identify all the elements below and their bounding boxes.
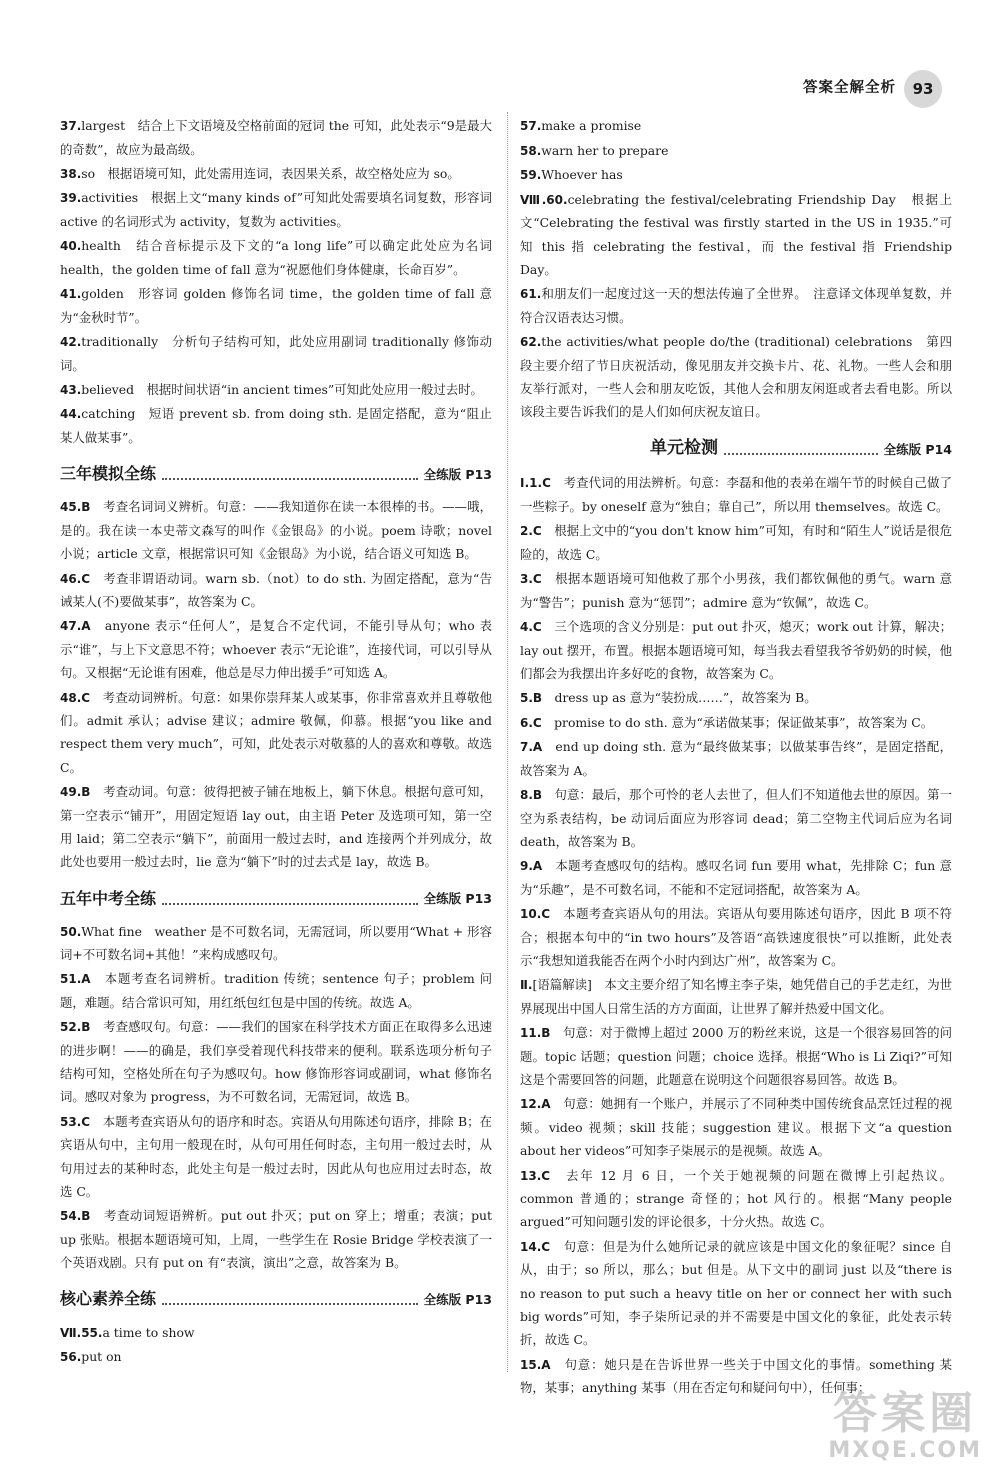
answer-number: 43. bbox=[60, 382, 82, 397]
answer-text: celebrating the festival/celebrating Friendship Day 根据上文“Celebrating the festival was firstly started in the US in 1935.”可知 this 指 celebrating the festival，而 the festival 指 Friendship Day。 bbox=[520, 191, 952, 277]
answer-item bbox=[60, 234, 492, 281]
answer-item bbox=[60, 378, 492, 402]
right-column bbox=[520, 114, 952, 1400]
section-title: 单元检测 bbox=[650, 438, 718, 459]
section-ref: 全练版 P14 bbox=[883, 441, 952, 457]
section-header bbox=[520, 433, 952, 465]
answer-item bbox=[60, 614, 492, 684]
answer-text: 本题考查宾语从句的用法。宾语从句要用陈述句语序，因此 B 项不符合；根据本句中的“in two hours”及答语“高铁速度很快”可以推断，此处表示“我想知道我能否在两个小时内到达广州”，故答案为 C。 bbox=[520, 906, 952, 969]
answer-item bbox=[60, 282, 492, 329]
answer-item bbox=[60, 686, 492, 779]
answer-number: 13.C bbox=[520, 1168, 551, 1183]
section-ref: 全练版 P13 bbox=[423, 466, 492, 482]
answer-number: 12.A bbox=[520, 1097, 551, 1112]
answer-text: warn her to prepare bbox=[541, 142, 669, 158]
answer-number: Ⅱ. bbox=[520, 978, 533, 993]
answer-number: 62. bbox=[520, 334, 542, 349]
section-header bbox=[60, 1284, 492, 1314]
answer-item bbox=[520, 114, 952, 138]
answer-item bbox=[520, 902, 952, 972]
page-header bbox=[803, 70, 942, 108]
answer-text: 本题考查宾语从句的语序和时态。宾语从句用陈述句语序，排除 B；在宾语从句中，主句用一般现在时，从句可用任何时态，主句用一般过去时，从句用过去的某种时态，此处主句是一般过去时，因此从句也应用过去时态，故选 C。 bbox=[60, 1113, 492, 1199]
answer-item bbox=[520, 163, 952, 187]
answer-item bbox=[520, 615, 952, 685]
answer-text: 句意：对于微博上超过 2000 万的粉丝来说，这是一个很容易回答的问题。topic 话题；question 问题；choice 选择。根据“Who is Li Ziqi?”可知这是个需要回答的问题，此题意在说明这个问题很容易回答。故选 B。 bbox=[520, 1025, 952, 1088]
answer-item bbox=[520, 711, 952, 735]
answer-text: 句意：她只是在告诉世界一些关于中国文化的事情。something 某物，某事；anything 某事（用在否定句和疑问句中），任何事； bbox=[520, 1356, 952, 1396]
watermark-logo bbox=[828, 1390, 982, 1463]
answer-text: promise to do sth. 意为“承诺做某事；保证做某事”，故答案为 C。 bbox=[541, 714, 934, 730]
left-column bbox=[60, 114, 492, 1370]
answer-text: 考查非谓语动词。warn sb.（not）to do sth. 为固定搭配，意为“告诫某人(不)要做某事”，故答案为 C。 bbox=[60, 570, 492, 610]
answer-number: 59. bbox=[520, 168, 542, 183]
answer-text: 句意：最后，那个可怜的老人去世了，但人们不知道他去世的原因。第一空为系表结构，be 动词后面应为形容词 dead；第二空物主代词后应为名词 death，故答案为 B。 bbox=[520, 787, 952, 849]
answer-item bbox=[60, 1321, 492, 1345]
answer-text: the activities/what people do/the (traditional) celebrations 第四段主要介绍了节日庆祝活动，像见朋友并交换卡片、花、礼物。一些人会和朋友举行派对，一些人会和朋友吃饭，其他人会和朋友闲逛或者去看电影。所以该段主要告诉我们的是人们如何庆祝友谊日。 bbox=[520, 333, 952, 420]
answer-item bbox=[520, 735, 952, 782]
answer-item bbox=[60, 162, 492, 186]
section-header bbox=[60, 459, 492, 489]
answer-text: make a promise bbox=[541, 118, 642, 133]
answer-number: 15.A bbox=[520, 1357, 551, 1372]
answer-item bbox=[520, 1164, 952, 1234]
answer-number: 14.C bbox=[520, 1239, 551, 1254]
answer-text: believed 根据时间状语“in ancient times”可知此处应用一般过去时。 bbox=[81, 381, 483, 397]
answer-item bbox=[60, 186, 492, 233]
answer-item bbox=[520, 854, 952, 901]
answer-number: 9.A bbox=[520, 859, 543, 874]
answer-item bbox=[520, 686, 952, 710]
section-title: 五年中考全练 bbox=[60, 888, 157, 908]
answer-text: 去年 12 月 6 日，一个关于她视频的问题在微博上引起热议。common 普通的；strange 奇怪的；hot 风行的。根据“Many people argued”可知问题引发的评论很多，十分火热。故选 C。 bbox=[520, 1167, 952, 1230]
answer-item bbox=[520, 1021, 952, 1091]
answer-number: Ⅷ.60. bbox=[520, 192, 568, 207]
answer-number: 41. bbox=[60, 287, 82, 302]
answer-item bbox=[60, 402, 492, 449]
answer-text: 三个选项的含义分别是：put out 扑灭，熄灭；work out 计算，解决；lay out 摆开，布置。根据本题语境可知，每当我去看望我爷爷奶奶的时候，他们都会为我摆出许多好吃的食物，故答案为 C。 bbox=[520, 619, 952, 681]
answer-number: 40. bbox=[60, 239, 82, 254]
answer-item bbox=[60, 495, 492, 565]
answer-text: 句意：她拥有一个账户，并展示了不同种类中国传统食品烹饪过程的视频。video 视频；skill 技能；suggestion 建议。根据下文“a question about her videos”可知李子柒展示的是视频。故选 A。 bbox=[520, 1096, 952, 1159]
answer-number: 50. bbox=[60, 924, 82, 939]
answer-number: 5.B bbox=[520, 691, 543, 706]
answer-text: 考查动词辨析。句意：如果你崇拜某人或某事，你非常喜欢并且尊敬他们。admit 承认；advise 建议；admire 敬佩，仰慕。根据“you like and respect them very much”，可知，此处表示对敬慕的人的喜欢和尊敬。故选 C。 bbox=[60, 689, 492, 775]
answer-number: 10.C bbox=[520, 907, 551, 922]
answer-text: [语篇解读] 本文主要介绍了知名博主李子柒，她凭借自己的手艺走红，为世界展现出中国人日常生活的方方面面，让世界了解并热爱中国文化。 bbox=[520, 977, 952, 1016]
answer-number: 44. bbox=[60, 407, 82, 422]
answer-number: 3.C bbox=[520, 572, 542, 587]
answer-number: 11.B bbox=[520, 1026, 551, 1041]
answer-text: 考查代词的用法辨析。句意：李磊和他的表弟在端午节的时候自己做了一些粽子。by oneself 意为“独自；靠自己”，所以用 themselves。故选 C。 bbox=[520, 475, 952, 514]
answer-item bbox=[60, 967, 492, 1014]
answer-item bbox=[60, 114, 492, 161]
answer-number: 56. bbox=[60, 1350, 82, 1365]
answer-text: 考查动词。句意：彼得把被子铺在地板上，躺下休息。根据句意可知，第一空表示“铺开”，用固定短语 lay out，由主语 Peter 及选项可知，第一空用 laid；第二空表示“躺下”，前面用一般过去时，and 连接两个并列成分，故此处也要用一般过去时，lie 意为“躺下”时的过去式是 lay，故选 B。 bbox=[60, 784, 492, 870]
answer-text: catching 短语 prevent sb. from doing sth. 是固定搭配，意为“阻止某人做某事”。 bbox=[60, 406, 492, 445]
answer-item bbox=[520, 188, 952, 281]
answer-number: Ⅰ.1.C bbox=[520, 476, 551, 491]
section-leader-dots bbox=[162, 468, 418, 480]
answer-text: 考查感叹句。句意：——我们的国家在科学技术方面正在取得多么迅速的进步啊！——的确是，我们享受着现代科技带来的便利。联系选项分析句子结构可知，空格处所在句子为感叹句。how 修饰形容词或副词，what 修饰名词。感叹对象为 progress，为不可数名词，无需冠词，故选 B。 bbox=[60, 1019, 492, 1105]
answer-number: 8.B bbox=[520, 788, 543, 803]
answer-item bbox=[60, 780, 492, 873]
answer-item bbox=[520, 1092, 952, 1162]
answer-text: a time to show bbox=[102, 1324, 195, 1340]
section-leader-dots bbox=[162, 893, 418, 905]
answer-number: 61. bbox=[520, 287, 542, 302]
answer-text: put on bbox=[81, 1349, 122, 1365]
page-number: 93 bbox=[904, 70, 942, 108]
answer-number: 42. bbox=[60, 334, 82, 349]
answer-number: 6.C bbox=[520, 715, 542, 730]
answer-text: so 根据语境可知，此处需用连词，表因果关系，故空格处应为 so。 bbox=[81, 165, 460, 181]
answer-number: 39. bbox=[60, 191, 82, 206]
section-leader-dots bbox=[724, 443, 878, 455]
answer-item bbox=[60, 1204, 492, 1274]
answer-text: 和朋友们一起度过这一天的想法传遍了全世界。 注意译文体现单复数，并符合汉语表达习惯。 bbox=[520, 286, 952, 325]
section-title: 三年模拟全练 bbox=[60, 464, 157, 484]
answer-item bbox=[520, 567, 952, 614]
section-ref: 全练版 P13 bbox=[423, 890, 492, 906]
answer-number: 7.A bbox=[520, 740, 543, 755]
section-header bbox=[60, 884, 492, 914]
answer-text: What fine weather 是不可数名词，无需冠词，所以要用“What + 形容词+不可数名词+其他！”来构成感叹句。 bbox=[60, 923, 492, 963]
answer-item bbox=[520, 282, 952, 329]
section-leader-dots bbox=[162, 1293, 418, 1305]
answer-number: 45.B bbox=[60, 500, 91, 515]
answer-item bbox=[520, 519, 952, 566]
answer-text: anyone 表示“任何人”，是复合不定代词，不能引导从句；who 表示“谁”，与上下文意思不符；whoever 表示“无论谁”，连接代词，可以引导从句。又根据“无论谁有困难，他总是尽力伸出援手”可知选 A。 bbox=[60, 618, 492, 681]
answer-text: 句意：但是为什么她所记录的就应该是中国文化的象征呢？since 自从，由于；so 所以，那么；but 但是。从下文中的副词 just 以及“there is no reason to put such a heavy title on her or connect her with such big words”可知，李子柒所记录的并不需要是中国文化的象征，此处表示转折，故选 C。 bbox=[520, 1238, 952, 1348]
answer-number: Ⅶ.55. bbox=[60, 1325, 103, 1340]
answer-number: 38. bbox=[60, 166, 82, 181]
answer-text: 本题考查感叹句的结构。感叹名词 fun 要用 what，先排除 C；fun 意为“乐趣”，是不可数名词，不能和不定冠词搭配，故答案为 A。 bbox=[520, 858, 952, 897]
answer-number: 58. bbox=[520, 143, 542, 158]
answer-item bbox=[520, 1235, 952, 1352]
answer-item bbox=[60, 1110, 492, 1203]
section-title: 核心素养全练 bbox=[60, 1289, 157, 1309]
answer-text: Whoever has bbox=[541, 167, 623, 183]
header-title: 答案全解全析 bbox=[803, 80, 896, 97]
answer-number: 2.C bbox=[520, 524, 542, 539]
answer-item bbox=[60, 1015, 492, 1108]
answer-item bbox=[60, 920, 492, 967]
answer-number: 47.A bbox=[60, 619, 91, 634]
column-divider bbox=[507, 112, 508, 1372]
answer-text: 根据本题语境可知他救了那个小男孩，我们都钦佩他的勇气。warn 意为“警告”；punish 意为“惩罚”；admire 意为“钦佩”，故选 C。 bbox=[520, 571, 952, 610]
answer-text: golden 形容词 golden 修饰名词 time，the golden time of fall 意为“金秋时节”。 bbox=[60, 286, 492, 325]
answer-text: 考查名词词义辨析。句意：——我知道你在读一本很棒的书。——哦，是的。我在读一本史蒂文森写的叫作《金银岛》的小说。poem 诗歌；novel 小说；article 文章，根据常识可知《金银岛》为小说，结合语义可知选 B。 bbox=[60, 499, 492, 562]
answer-item bbox=[520, 783, 952, 853]
answer-number: 49.B bbox=[60, 785, 91, 800]
answer-text: largest 结合上下文语境及空格前面的冠词 the 可知，此处表示“9是最大的奇数”，故应为最高级。 bbox=[60, 118, 492, 157]
answer-text: activities 根据上文“many kinds of”可知此处需要填名词复数，形容词 active 的名词形式为 activity，复数为 activities。 bbox=[60, 190, 492, 229]
answer-number: 4.C bbox=[520, 620, 542, 634]
answer-text: health 结合音标提示及下文的“a long life”可以确定此处应为名词 health，the golden time of fall 意为“祝愿他们身体健康，长命百岁”。 bbox=[60, 238, 492, 277]
answer-text: traditionally 分析句子结构可知，此处应用副词 traditionally 修饰动词。 bbox=[60, 333, 492, 373]
answer-text: 根据上文中的“you don't know him”可知，有时和“陌生人”说话是很危险的，故选 C。 bbox=[520, 523, 952, 562]
answer-number: 46.C bbox=[60, 571, 91, 586]
answer-item bbox=[60, 1345, 492, 1369]
answer-number: 52.B bbox=[60, 1020, 91, 1035]
answer-item bbox=[520, 471, 952, 518]
section-ref: 全练版 P13 bbox=[423, 1291, 492, 1307]
answer-text: dress up as 意为“装扮成……”，故答案为 B。 bbox=[542, 690, 817, 706]
answer-item bbox=[520, 139, 952, 163]
answer-number: 51.A bbox=[60, 972, 91, 987]
answer-text: end up doing sth. 意为“最终做某事；以做某事告终”，是固定搭配，故答案为 A。 bbox=[520, 739, 952, 778]
answer-item bbox=[60, 567, 492, 614]
answer-number: 37. bbox=[60, 119, 82, 133]
answer-item bbox=[520, 973, 952, 1020]
answer-item bbox=[520, 330, 952, 423]
answer-number: 48.C bbox=[60, 690, 91, 705]
answer-number: 57. bbox=[520, 119, 542, 133]
answer-number: 54.B bbox=[60, 1209, 91, 1224]
watermark-text: 答案圈 bbox=[833, 1388, 978, 1440]
answer-item bbox=[60, 330, 492, 377]
watermark-url: MXQE.COM bbox=[828, 1437, 982, 1463]
answer-text: 考查动词短语辨析。put out 扑灭；put on 穿上；增重；表演；put up 张贴。根据本题语境可知，上周，一些学生在 Rosie Bridge 学校表演了一个英语戏剧。只有 put on 有“表演，演出”之意，故答案为 B。 bbox=[60, 1208, 492, 1271]
answer-text: 本题考查名词辨析。tradition 传统；sentence 句子；problem 问题，难题。结合常识可知，用红纸包红包是中国的传统。故选 A。 bbox=[60, 971, 492, 1010]
answer-number: 53.C bbox=[60, 1114, 91, 1129]
